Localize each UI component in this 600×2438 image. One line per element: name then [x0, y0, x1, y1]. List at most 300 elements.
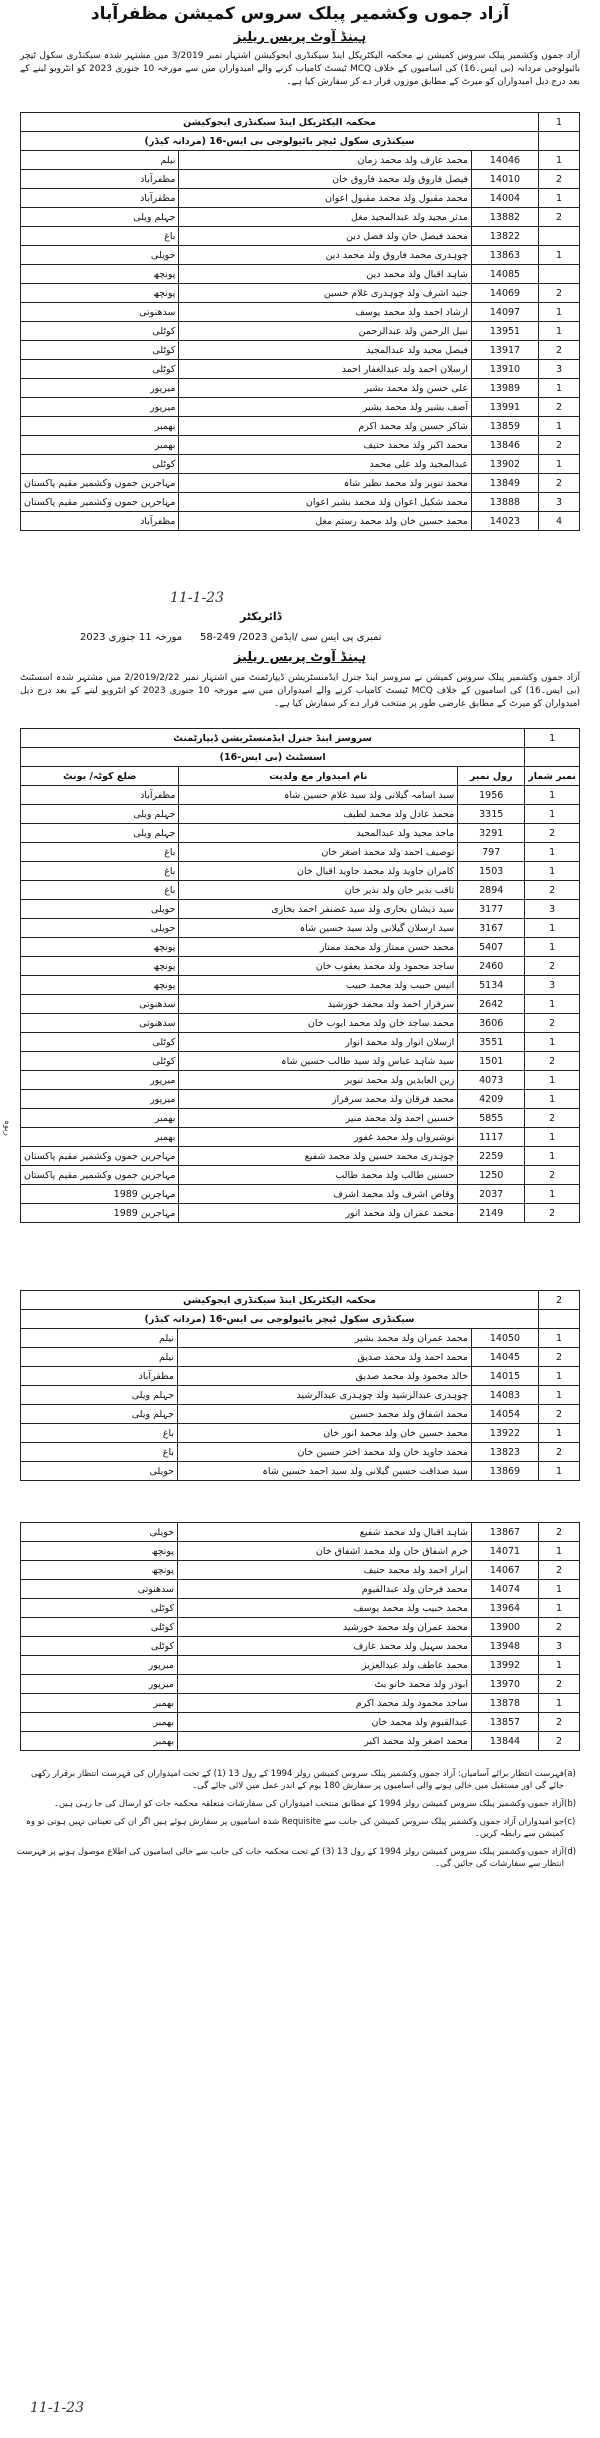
table-row	[21, 474, 580, 493]
section-post: سیکنڈری سکول ٹیچر بائیولوجی بی ایس-16 (مردانہ کیڈر)	[21, 132, 539, 151]
roll-number-cell: 4073	[458, 1071, 525, 1090]
roll-number-cell: 14085	[472, 265, 539, 284]
roll-number-cell: 14010	[472, 170, 539, 189]
serial-number-cell: 1	[525, 1185, 580, 1204]
roll-number-cell: 14097	[472, 303, 539, 322]
roll-number-cell: 14004	[472, 189, 539, 208]
candidate-name-cell: محمد جاوید خان ولد محمد اختر حسین خان	[178, 1443, 472, 1462]
note-label: (d)	[564, 1847, 577, 1857]
candidate-name-cell: سید ذیشان بخاری ولد سید غضنفر احمد بخاری	[179, 900, 458, 919]
candidate-name-cell: ابوذر ولد محمد خانو بٹ	[178, 1675, 472, 1694]
roll-number-cell: 14071	[472, 1542, 539, 1561]
table-row	[21, 1580, 580, 1599]
note-label: (b)	[564, 1799, 577, 1809]
district-cell: کوٹلی	[21, 1052, 179, 1071]
serial-number-cell: 1	[525, 786, 580, 805]
district-cell: مظفرآباد	[21, 170, 179, 189]
serial-number-cell: 1	[539, 246, 580, 265]
table-row	[21, 1656, 580, 1675]
roll-number-cell: 13844	[472, 1732, 539, 1751]
serial-number-cell: 1	[525, 1033, 580, 1052]
candidate-name-cell: محمد تنویر ولد محمد نظیر شاہ	[179, 474, 472, 493]
roll-number-cell: 14050	[472, 1329, 539, 1348]
section-post-row	[21, 1310, 580, 1329]
table-row	[21, 1052, 580, 1071]
candidate-name-cell: محمد فرقان ولد محمد سرفراز	[179, 1090, 458, 1109]
candidate-name-cell: سید صداقت حسین گیلانی ولد سید احمد حسین شاہ	[178, 1462, 472, 1481]
candidate-name-cell: ساجد محمود ولد محمد اکرم	[178, 1694, 472, 1713]
roll-number-cell: 3167	[458, 919, 525, 938]
press-release-heading: ہینڈ آوٹ پریس ریلیز	[233, 30, 367, 45]
candidate-name-cell: نبیل الرحمن ولد عبدالرحمن	[179, 322, 472, 341]
candidate-name-cell: وقاص اشرف ولد محمد اشرف	[179, 1185, 458, 1204]
candidate-name-cell: ابرار احمد ولد محمد حنیف	[178, 1561, 472, 1580]
candidate-name-cell: محمد عارف ولد محمد زمان	[179, 151, 472, 170]
district-cell: کوٹلی	[21, 341, 179, 360]
candidate-name-cell: سید شاہد عباس ولد سید طالب حسین شاہ	[179, 1052, 458, 1071]
district-cell: بھمبر	[21, 1694, 178, 1713]
district-cell: سدھنوتی	[21, 1014, 179, 1033]
district-cell: مظفرآباد	[21, 512, 179, 531]
serial-number-cell: 2	[525, 881, 580, 900]
district-cell: کوٹلی	[21, 1033, 179, 1052]
serial-number-cell: 1	[525, 919, 580, 938]
roll-number-cell: 2642	[458, 995, 525, 1014]
serial-number-cell: 1	[539, 417, 580, 436]
table-row	[21, 1033, 580, 1052]
reference-number: نمبری پی ایس سی /ایڈمن 2023/ 249-58	[200, 632, 382, 643]
serial-number-cell: 1	[539, 1386, 580, 1405]
serial-number-cell: 1	[539, 1656, 580, 1675]
table-row	[21, 322, 580, 341]
table-row	[21, 1386, 580, 1405]
table-row	[21, 379, 580, 398]
roll-number-cell: 14023	[472, 512, 539, 531]
roll-number-cell: 3177	[458, 900, 525, 919]
roll-number-cell: 1503	[458, 862, 525, 881]
roll-number-cell: 13849	[472, 474, 539, 493]
candidate-name-cell: توصیف احمد ولد محمد اصغر خان	[179, 843, 458, 862]
serial-number-cell: 1	[525, 805, 580, 824]
roll-number-cell: 13910	[472, 360, 539, 379]
table-row	[21, 1732, 580, 1751]
serial-number-cell: 1	[525, 843, 580, 862]
district-cell: باغ	[21, 843, 179, 862]
district-cell: جہلم ویلی	[21, 1386, 178, 1405]
roll-number-cell: 797	[458, 843, 525, 862]
serial-number-cell: 1	[539, 1542, 580, 1561]
press-release-heading-2: ہینڈ آوٹ پریس ریلیز	[233, 650, 367, 665]
district-cell: باغ	[21, 881, 179, 900]
note-item	[16, 1846, 584, 1870]
table-row	[21, 512, 580, 531]
serial-number-cell	[539, 265, 580, 284]
district-cell: مظفرآباد	[21, 189, 179, 208]
roll-number-cell: 3291	[458, 824, 525, 843]
candidate-name-cell: محمد عمران ولد محمد بشیر	[178, 1329, 472, 1348]
serial-number-cell: 1	[539, 189, 580, 208]
candidate-name-cell: محمد شکیل اعوان ولد محمد بشیر اعوان	[179, 493, 472, 512]
roll-number-cell: 14083	[472, 1386, 539, 1405]
candidate-name-cell: سید ارسلان گیلانی ولد سید حسین شاہ	[179, 919, 458, 938]
candidate-name-cell: محمد اکبر ولد محمد حنیف	[179, 436, 472, 455]
district-cell: کوٹلی	[21, 1599, 178, 1618]
district-cell: جہلم ویلی	[21, 805, 179, 824]
serial-number-cell: 1	[539, 1424, 580, 1443]
signature-1: 11-1-23	[170, 590, 224, 606]
section-title-row	[21, 113, 580, 132]
district-cell: میرپور	[21, 398, 179, 417]
col-name-header: نام امیدوار مع ولدیت	[179, 767, 458, 786]
candidate-name-cell: نوشیرواں ولد محمد غفور	[179, 1128, 458, 1147]
section-post-row	[21, 132, 580, 151]
district-cell: جہلم ویلی	[21, 208, 179, 227]
candidate-name-cell: فیصل مجید ولد عبدالمجید	[179, 341, 472, 360]
table-row	[21, 170, 580, 189]
district-cell: سدھنوتی	[21, 995, 179, 1014]
roll-number-cell: 13902	[472, 455, 539, 474]
table-row	[21, 417, 580, 436]
serial-number-cell: 2	[525, 1204, 580, 1223]
district-cell: باغ	[21, 1424, 178, 1443]
roll-number-cell: 1501	[458, 1052, 525, 1071]
selection-table-2	[20, 728, 580, 1223]
roll-number-cell: 13992	[472, 1656, 539, 1675]
district-cell: کوٹلی	[21, 1637, 178, 1656]
table-row	[21, 493, 580, 512]
candidate-name-cell: محمد اشفاق ولد محمد حسین	[178, 1405, 472, 1424]
district-cell: بھمبر	[21, 436, 179, 455]
district-cell: میرپور	[21, 1071, 179, 1090]
serial-number-cell: 2	[525, 1166, 580, 1185]
roll-number-cell: 2259	[458, 1147, 525, 1166]
roll-number-cell: 2460	[458, 957, 525, 976]
table-row	[21, 360, 580, 379]
table-row	[21, 1561, 580, 1580]
serial-number-cell: 2	[539, 1618, 580, 1637]
serial-number-cell: 1	[539, 151, 580, 170]
serial-number-cell: 2	[539, 1675, 580, 1694]
selection-table-3-continued	[20, 1522, 580, 1751]
table-row	[21, 1523, 580, 1542]
table-row	[21, 995, 580, 1014]
district-cell: مہاجرین جموں وکشمیر مقیم پاکستان	[21, 1166, 179, 1185]
serial-number-cell: 2	[525, 957, 580, 976]
district-cell: حویلی	[21, 1462, 178, 1481]
selection-table-1	[20, 112, 580, 531]
signature-2: 11-1-23	[30, 2400, 84, 2416]
serial-number-cell: 3	[525, 900, 580, 919]
table-row	[21, 1675, 580, 1694]
section-post: سیکنڈری سکول ٹیچر بائیولوجی بی ایس-16 (مردانہ کیڈر)	[21, 1310, 539, 1329]
section-number: 2	[539, 1291, 580, 1310]
serial-number-cell: 2	[539, 284, 580, 303]
table-row	[21, 303, 580, 322]
candidate-name-cell: محمد فیصل خان ولد فضل دین	[179, 227, 472, 246]
note-label: (a)	[564, 1769, 576, 1779]
roll-number-cell: 13888	[472, 493, 539, 512]
district-cell: بھمبر	[21, 1128, 179, 1147]
serial-number-cell: 3	[539, 1637, 580, 1656]
roll-number-cell: 13951	[472, 322, 539, 341]
candidate-name-cell: محمد حبیب ولد محمد یوسف	[178, 1599, 472, 1618]
district-cell: حویلی	[21, 246, 179, 265]
candidate-name-cell: چوہدری عبدالرشید ولد چوہدری عبدالرشید	[178, 1386, 472, 1405]
roll-number-cell: 13970	[472, 1675, 539, 1694]
roll-number-cell: 2894	[458, 881, 525, 900]
district-cell: میرپور	[21, 1090, 179, 1109]
candidate-name-cell: ارسلان احمد ولد عبدالغفار احمد	[179, 360, 472, 379]
serial-number-cell: 1	[539, 1580, 580, 1599]
candidate-name-cell: محمد احمد ولد محمد صدیق	[178, 1348, 472, 1367]
district-cell: حویلی	[21, 919, 179, 938]
roll-number-cell: 14069	[472, 284, 539, 303]
roll-number-cell: 2149	[458, 1204, 525, 1223]
serial-number-cell: 2	[539, 1443, 580, 1462]
serial-number-cell: 2	[539, 208, 580, 227]
district-cell: مہاجرین جموں وکشمیر مقیم پاکستان	[21, 493, 179, 512]
candidate-name-cell: آصف بشیر ولد محمد بشیر	[179, 398, 472, 417]
table-row	[21, 284, 580, 303]
table-row	[21, 900, 580, 919]
district-cell: مہاجرین 1989	[21, 1204, 179, 1223]
roll-number-cell: 4209	[458, 1090, 525, 1109]
table-row	[21, 1166, 580, 1185]
district-cell: کوٹلی	[21, 322, 179, 341]
table-row	[21, 976, 580, 995]
serial-number-cell: 3	[539, 360, 580, 379]
note-item	[16, 1768, 584, 1792]
table-row	[21, 1462, 580, 1481]
section-post: اسسٹنٹ (بی ایس-16)	[21, 748, 525, 767]
roll-number-cell: 3551	[458, 1033, 525, 1052]
table-row	[21, 1542, 580, 1561]
district-cell: بھمبر	[21, 1713, 178, 1732]
candidate-name-cell: زین العابدین ولد محمد تنویر	[179, 1071, 458, 1090]
roll-number-cell: 3315	[458, 805, 525, 824]
serial-number-cell: 2	[539, 1561, 580, 1580]
table-row	[21, 1599, 580, 1618]
district-cell: مہاجرین 1989	[21, 1185, 179, 1204]
serial-number-cell: 2	[525, 824, 580, 843]
district-cell: پونچھ	[21, 1542, 178, 1561]
roll-number-cell: 14054	[472, 1405, 539, 1424]
note-item	[16, 1816, 584, 1840]
table-row	[21, 1128, 580, 1147]
serial-number-cell: 2	[539, 1732, 580, 1751]
district-cell: باغ	[21, 227, 179, 246]
serial-number-cell: 2	[525, 1014, 580, 1033]
note-label: (c)	[564, 1817, 576, 1827]
serial-number-cell: 3	[539, 493, 580, 512]
roll-number-cell: 13917	[472, 341, 539, 360]
district-cell: بھمبر	[21, 417, 179, 436]
serial-number-cell: 1	[525, 1071, 580, 1090]
candidate-name-cell: جنید اشرف ولد چوہدری غلام حسین	[179, 284, 472, 303]
table-row	[21, 1204, 580, 1223]
candidate-name-cell: عبدالقیوم ولد محمد خان	[178, 1713, 472, 1732]
district-cell: کوٹلی	[21, 1618, 178, 1637]
serial-number-cell: 1	[539, 1599, 580, 1618]
commission-title: آزاد جموں وکشمیر پبلک سروس کمیشن مظفرآباد	[90, 4, 510, 24]
note-text: آزاد جموں وکشمیر پبلک سروس کمیشن رولز 1994 کے رول 13 (3) کے تحت محکمہ جات کی جانب سے خالی اسامیوں کی اطلاع موصول ہونے پر فہرست انتظار سے سفارشات کی جائیں گی۔	[16, 1847, 564, 1869]
candidate-name-cell: سید اسامہ گیلانی ولد سید غلام حسین شاہ	[179, 786, 458, 805]
serial-number-cell: 2	[539, 436, 580, 455]
roll-number-cell: 14045	[472, 1348, 539, 1367]
serial-number-cell: 2	[539, 1713, 580, 1732]
table-row	[21, 1405, 580, 1424]
district-cell: مہاجرین جموں وکشمیر مقیم پاکستان	[21, 1147, 179, 1166]
table-row	[21, 227, 580, 246]
district-cell: پونچھ	[21, 265, 179, 284]
district-cell: پونچھ	[21, 938, 179, 957]
table-row	[21, 1090, 580, 1109]
roll-number-cell: 3606	[458, 1014, 525, 1033]
table-row	[21, 1713, 580, 1732]
candidate-name-cell: ثاقب نذیر خان ولد نذیر خان	[179, 881, 458, 900]
candidate-name-cell: چوہدری محمد حسین ولد محمد شفیع	[179, 1147, 458, 1166]
table-row	[21, 1071, 580, 1090]
roll-number-cell: 14067	[472, 1561, 539, 1580]
note-text: فہرست انتظار برائے آسامیاں: آزاد جموں وکشمیر پبلک سروس کمیشن رولز 1994 کے رول 13 (1) کے تحت امیدواران کی فہرست انتظار برقرار رکھی جائے گی اور مستقبل میں خالی ہونے والی اسامیوں پر سفارش 180 یوم کے اندر عمل میں لائی جائے گی۔	[30, 1769, 564, 1791]
candidate-name-cell: محمد عادل ولد محمد لطیف	[179, 805, 458, 824]
serial-number-cell: 2	[539, 341, 580, 360]
candidate-name-cell: ارشاد احمد ولد محمد یوسف	[179, 303, 472, 322]
intro-paragraph-1: آزاد جموں وکشمیر پبلک سروس کمیشن نے محکمہ الیکٹریکل اینڈ سیکنڈری ایجوکیشن اشتہار نمبر 3/2019 میں مشتہر شدہ سیکنڈری سکول ٹیچر بائیولوجی مردانہ (بی ایس۔16) کی اسامیوں کے خلاف MCQ ٹیسٹ کامیاب کرنے والے امیدواران میں سے مورخہ 10 جنوری 2023 کو انٹرویو لینے کے بعد درج ذیل امیدواران کو میرٹ کے مطابق موزوں قرار دے کر سفارش کیا ہے۔	[20, 51, 580, 87]
col-district-header: ضلع کوٹہ/ یونٹ	[21, 767, 179, 786]
district-cell: میرپور	[21, 1656, 178, 1675]
serial-number-cell: 2	[539, 1348, 580, 1367]
table-2-body	[21, 786, 580, 1223]
district-cell: میرپور	[21, 379, 179, 398]
serial-number-cell: 1	[539, 379, 580, 398]
district-cell: سدھنوتی	[21, 1580, 178, 1599]
serial-number-cell: 1	[525, 938, 580, 957]
candidate-name-cell: خالد محمود ولد محمد صدیق	[178, 1367, 472, 1386]
roll-number-cell: 13922	[472, 1424, 539, 1443]
roll-number-cell: 13857	[472, 1713, 539, 1732]
serial-number-cell: 2	[539, 1523, 580, 1542]
table-row	[21, 1147, 580, 1166]
reference-date: مورخہ 11 جنوری 2023	[80, 632, 183, 643]
candidate-name-cell: ارسلان انوار ولد محمد انوار	[179, 1033, 458, 1052]
candidate-name-cell: شاہد اقبال ولد محمد دین	[179, 265, 472, 284]
serial-number-cell: 1	[539, 455, 580, 474]
serial-number-cell: 2	[539, 1405, 580, 1424]
roll-number-cell: 13867	[472, 1523, 539, 1542]
district-cell: مظفرآباد	[21, 1367, 178, 1386]
serial-number-cell: 1	[539, 1694, 580, 1713]
intro-paragraph-2: آزاد جموں وکشمیر پبلک سروس کمیشن نے سروسز اینڈ جنرل ایڈمنسٹریشن ڈیپارٹمنٹ میں اشتہار نمبر 2/2019/2/22 میں مشتہر شدہ اسسٹنٹ (بی ایس۔16) کی اسامیوں کے خلاف MCQ ٹیسٹ کامیاب کرنے والے امیدواران میں سے مورخہ 10 جنوری 2023 کو انٹرویو لینے کے بعد درج ذیل امیدواران کو میرٹ کے مطابق عارضی طور پر منتخب قرار دے کر سفارش کیا ہے۔	[20, 673, 580, 709]
candidate-name-cell: شاہد اقبال ولد محمد شفیع	[178, 1523, 472, 1542]
candidate-name-cell: محمد اصغر ولد محمد اکبر	[178, 1732, 472, 1751]
candidate-name-cell: ساجد محمود ولد محمد یعقوب خان	[179, 957, 458, 976]
candidate-name-cell: خرم اشفاق خان ولد محمد اشفاق خان	[178, 1542, 472, 1561]
note-item	[16, 1798, 584, 1810]
table-row	[21, 1424, 580, 1443]
candidate-name-cell: عبدالمجید ولد علی محمد	[179, 455, 472, 474]
serial-number-cell: 2	[539, 170, 580, 189]
section-number: 1	[539, 113, 580, 132]
serial-number-cell: 1	[539, 1462, 580, 1481]
serial-number-cell: 1	[525, 995, 580, 1014]
roll-number-cell: 13989	[472, 379, 539, 398]
roll-number-cell: 14074	[472, 1580, 539, 1599]
table-row	[21, 1329, 580, 1348]
district-cell: میرپور	[21, 1675, 178, 1694]
district-cell: مظفرآباد	[21, 786, 179, 805]
roll-number-cell: 1956	[458, 786, 525, 805]
candidate-name-cell: ماجد مجید ولد عبدالمجید	[179, 824, 458, 843]
serial-number-cell: 1	[539, 322, 580, 341]
serial-number-cell: 2	[525, 1109, 580, 1128]
table-1-body	[21, 151, 580, 531]
director-designation: ڈائریکٹر	[240, 610, 282, 623]
district-cell: نیلم	[21, 1348, 178, 1367]
section-title-row	[21, 1291, 580, 1310]
roll-number-cell: 13882	[472, 208, 539, 227]
roll-number-cell: 5855	[458, 1109, 525, 1128]
table-row	[21, 881, 580, 900]
table-row	[21, 265, 580, 284]
section-post-row	[21, 748, 580, 767]
table-row	[21, 189, 580, 208]
district-cell: کوٹلی	[21, 360, 179, 379]
serial-number-cell: 1	[525, 862, 580, 881]
candidate-name-cell: فیصل فاروق ولد محمد فاروق خان	[179, 170, 472, 189]
serial-number-cell: 4	[539, 512, 580, 531]
table-row	[21, 805, 580, 824]
table-row	[21, 246, 580, 265]
candidate-name-cell: حسنین احمد ولد محمد منیر	[179, 1109, 458, 1128]
district-cell: باغ	[21, 862, 179, 881]
candidate-name-cell: محمد فرحان ولد عبدالقیوم	[178, 1580, 472, 1599]
table-row	[21, 919, 580, 938]
table-row	[21, 151, 580, 170]
roll-number-cell: 13948	[472, 1637, 539, 1656]
roll-number-cell: 5134	[458, 976, 525, 995]
table-row	[21, 1694, 580, 1713]
section-department: محکمہ الیکٹریکل اینڈ سیکنڈری ایجوکیشن	[21, 1291, 539, 1310]
selection-table-3	[20, 1290, 580, 1481]
roll-number-cell: 13991	[472, 398, 539, 417]
roll-number-cell: 13964	[472, 1599, 539, 1618]
roll-number-cell: 1250	[458, 1166, 525, 1185]
section-title-row	[21, 729, 580, 748]
candidate-name-cell: حسنین طالب ولد محمد طالب	[179, 1166, 458, 1185]
candidate-name-cell: انیس حبیب ولد محمد حبیب	[179, 976, 458, 995]
col-roll-header: رول نمبر	[458, 767, 525, 786]
roll-number-cell: 13823	[472, 1443, 539, 1462]
serial-number-cell: 1	[539, 303, 580, 322]
table-row	[21, 1618, 580, 1637]
candidate-name-cell: علی حسن ولد محمد بشیر	[179, 379, 472, 398]
serial-number-cell: 2	[525, 1052, 580, 1071]
district-cell: بھمبر	[21, 1732, 178, 1751]
roll-number-cell: 13869	[472, 1462, 539, 1481]
roll-number-cell: 13822	[472, 227, 539, 246]
serial-number-cell: 3	[525, 976, 580, 995]
table-row	[21, 1348, 580, 1367]
table-row	[21, 455, 580, 474]
roll-number-cell: 14015	[472, 1367, 539, 1386]
roll-number-cell: 13859	[472, 417, 539, 436]
table-row	[21, 341, 580, 360]
roll-number-cell: 13863	[472, 246, 539, 265]
table-row	[21, 1109, 580, 1128]
candidate-name-cell: محمد مقبول ولد محمد مقبول اعوان	[179, 189, 472, 208]
candidate-name-cell: محمد حسین خان ولد محمد انور خان	[178, 1424, 472, 1443]
